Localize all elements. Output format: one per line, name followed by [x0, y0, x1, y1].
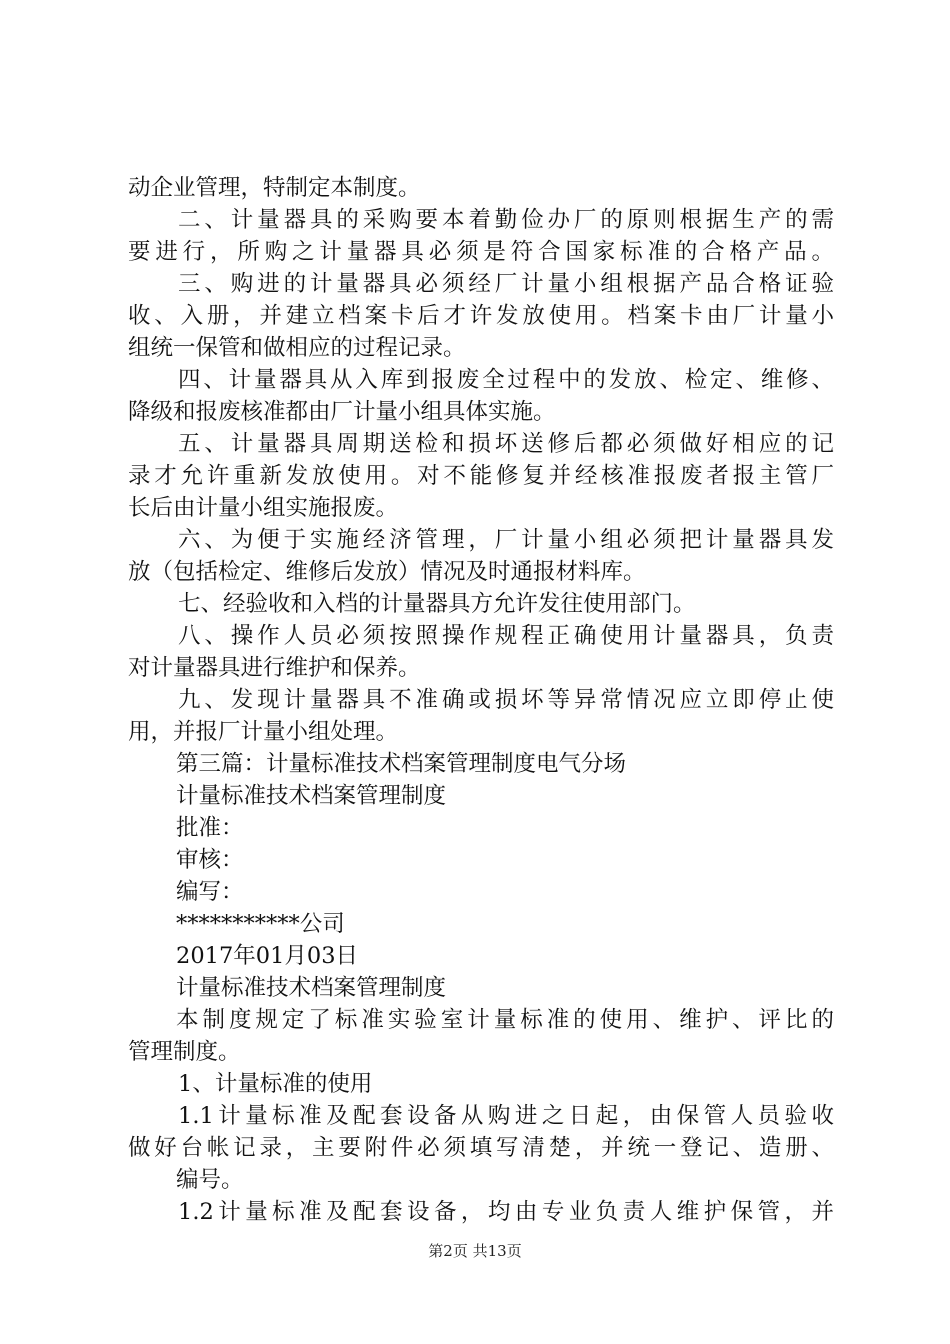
- text-line: 六、为便于实施经济管理，厂计量小组必须把计量器具发: [178, 527, 834, 553]
- text-line: 对计量器具进行维护和保养。: [128, 655, 421, 681]
- text-line: 管理制度。: [128, 1039, 241, 1065]
- text-line: 1.1计量标准及配套设备从购进之日起，由保管人员验收: [178, 1103, 834, 1129]
- text-line: 五、计量器具周期送检和损坏送修后都必须做好相应的记: [178, 431, 834, 457]
- text-line: 收、入册，并建立档案卡后才许发放使用。档案卡由厂计量小: [128, 303, 834, 329]
- text-line: 1、计量标准的使用: [178, 1071, 373, 1097]
- text-line: 二、计量器具的采购要本着勤俭办厂的原则根据生产的需: [178, 207, 834, 233]
- text-line: 八、操作人员必须按照操作规程正确使用计量器具，负责: [178, 623, 834, 649]
- text-line: 2017年01月03日: [176, 943, 359, 969]
- text-line: 九、发现计量器具不准确或损坏等异常情况应立即停止使: [178, 687, 834, 713]
- text-line: 编写：: [176, 879, 244, 905]
- text-line: 第三篇：计量标准技术档案管理制度电气分场: [176, 751, 627, 777]
- page-footer: 第2页 共13页: [428, 1242, 522, 1260]
- text-line: 1.2计量标准及配套设备，均由专业负责人维护保管，并: [178, 1199, 834, 1225]
- text-line: 四、计量器具从入库到报废全过程中的发放、检定、维修、: [178, 367, 834, 393]
- text-line: 用，并报厂计量小组处理。: [128, 719, 399, 745]
- text-line: ***********公司: [176, 911, 345, 937]
- text-line: 动企业管理，特制定本制度。: [128, 175, 421, 201]
- text-line: 计量标准技术档案管理制度: [176, 783, 447, 809]
- text-line: 三、购进的计量器具必须经厂计量小组根据产品合格证验: [178, 271, 834, 297]
- text-line: 长后由计量小组实施报废。: [128, 495, 399, 521]
- text-line: 计量标准技术档案管理制度: [176, 975, 447, 1001]
- text-line: 录才允许重新发放使用。对不能修复并经核准报废者报主管厂: [128, 463, 834, 489]
- text-line: 要进行，所购之计量器具必须是符合国家标准的合格产品。: [128, 239, 834, 265]
- text-line: 降级和报废核准都由厂计量小组具体实施。: [128, 399, 556, 425]
- document-body: [128, 172, 834, 1228]
- text-line: 审核：: [176, 847, 244, 873]
- text-line: 本制度规定了标准实验室计量标准的使用、维护、评比的: [176, 1007, 834, 1033]
- text-line: 做好台帐记录，主要附件必须填写清楚，并统一登记、造册、: [128, 1135, 834, 1161]
- text-line: 组统一保管和做相应的过程记录。: [128, 335, 466, 361]
- text-line: 编号。: [176, 1167, 244, 1193]
- text-line: 七、经验收和入档的计量器具方允许发往使用部门。: [178, 591, 696, 617]
- text-line: 批准：: [176, 815, 244, 841]
- text-line: 放（包括检定、维修后发放）情况及时通报材料库。: [128, 559, 646, 585]
